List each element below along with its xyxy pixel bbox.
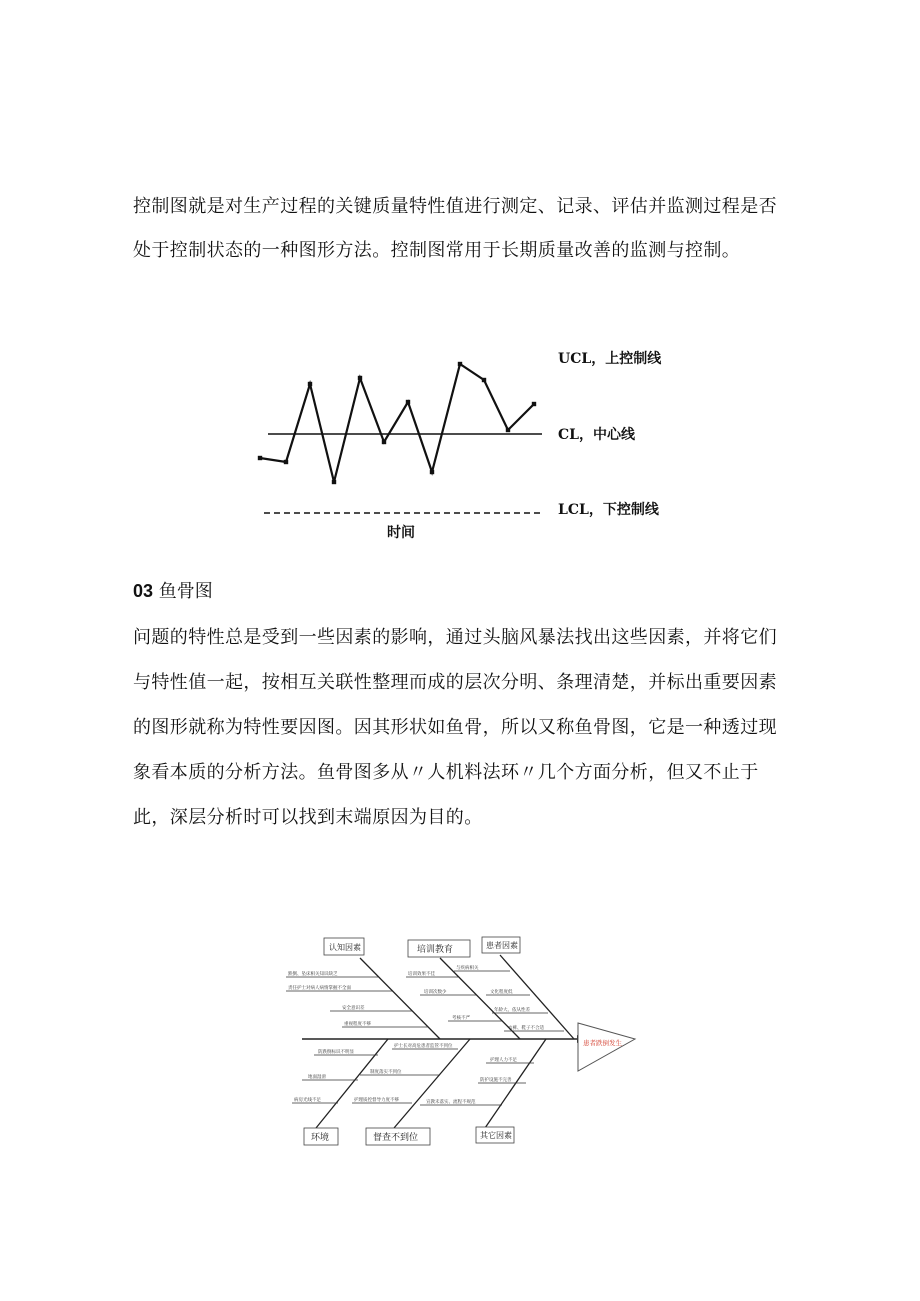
cause-text: 衣裤、鞋子不合适 <box>508 1026 544 1031</box>
intro-paragraph: 控制图就是对生产过程的关键质量特性值进行测定、记录、评估并监测过程是否处于控制状态的一种图形方法。控制图常用于长期质量改善的监测与控制。 <box>133 196 777 261</box>
cause-text: 考核不严 <box>452 1016 470 1021</box>
fishbone-diagram <box>280 925 640 1147</box>
cause-text: 护理人力不足 <box>490 1058 517 1063</box>
cause-text: 文化程度低 <box>490 990 513 995</box>
control-chart-point <box>458 362 462 366</box>
control-chart-point <box>532 402 536 406</box>
control-chart-point <box>406 400 410 404</box>
control-chart-point <box>258 456 262 460</box>
control-chart-point <box>284 460 288 464</box>
control-chart-point <box>358 376 362 380</box>
category-label-bottom-1: 环境 <box>311 1133 330 1143</box>
cause-text: 与疾病相关 <box>456 966 479 971</box>
control-chart-x-axis-label: 时间 <box>387 525 415 541</box>
control-chart-point <box>506 428 510 432</box>
category-label-bottom-2: 督查不到位 <box>373 1133 419 1143</box>
cause-text: 培训效果不佳 <box>408 972 435 977</box>
control-chart-point <box>308 382 312 386</box>
cause-text: 跌倒、坠床相关知识缺乏 <box>288 972 338 977</box>
cause-text: 护士长对高危患者监管不到位 <box>394 1044 453 1049</box>
category-label-bottom-3: 其它因素 <box>480 1131 512 1140</box>
cause-text: 培训次数少 <box>424 990 447 995</box>
cause-text: 宣教未落实、流程不规范 <box>426 1100 476 1105</box>
cause-text: 制度落实不到位 <box>370 1070 402 1075</box>
section-heading <box>133 571 213 612</box>
control-chart-cl-label: CL，中心线 <box>558 427 635 443</box>
fishbone-paragraph: 问题的特性总是受到一些因素的影响，通过头脑风暴法找出这些因素，并将它们与特性值一起，按相互关联性整理而成的层次分明、条理清楚，并标出重要因素的图形就称为特性要因图。因其形状如鱼骨，所以又称鱼骨图，它是一种透过现象看本质的分析方法。鱼骨图多从〃人机料法环〃几个方面分析，但又不止于此，深层分析时可以找到末端原因为目的。 <box>133 627 777 828</box>
control-chart-lcl-label: LCL，下控制线 <box>558 502 659 518</box>
control-chart <box>250 340 690 550</box>
category-label-top-2: 培训教育 <box>417 945 454 955</box>
control-chart-point <box>332 480 336 484</box>
cause-text: 安全意识差 <box>342 1006 365 1011</box>
fishbone-rib-bottom-2 <box>394 1039 470 1128</box>
fishbone-rib-bottom-3 <box>485 1039 546 1128</box>
control-chart-point <box>430 470 434 474</box>
cause-text: 护理质控督导力度不够 <box>354 1098 399 1103</box>
control-chart-point <box>482 378 486 382</box>
fishbone-head-label: 患者跌倒发生 <box>583 1039 622 1047</box>
control-chart-series-line <box>260 364 534 482</box>
section-number: 03 <box>133 581 154 601</box>
fishbone-head-shape <box>578 1023 635 1071</box>
control-chart-point <box>382 440 386 444</box>
cause-text: 防跌倒标识不明显 <box>318 1050 354 1055</box>
cause-text: 地面湿滑 <box>308 1075 326 1080</box>
cause-text: 防护设施不完善 <box>480 1078 512 1083</box>
cause-text: 责任护士对病人病情掌握不全面 <box>288 986 351 991</box>
category-label-top-3: 患者因素 <box>486 941 518 950</box>
section-title: 鱼骨图 <box>158 581 213 602</box>
cause-text: 重视程度不够 <box>344 1022 371 1027</box>
cause-text: 年龄大、依从性差 <box>494 1008 530 1013</box>
cause-text: 病房光线不足 <box>294 1098 321 1103</box>
control-chart-ucl-label: UCL，上控制线 <box>558 351 662 367</box>
category-label-top-1: 认知因素 <box>329 943 361 952</box>
